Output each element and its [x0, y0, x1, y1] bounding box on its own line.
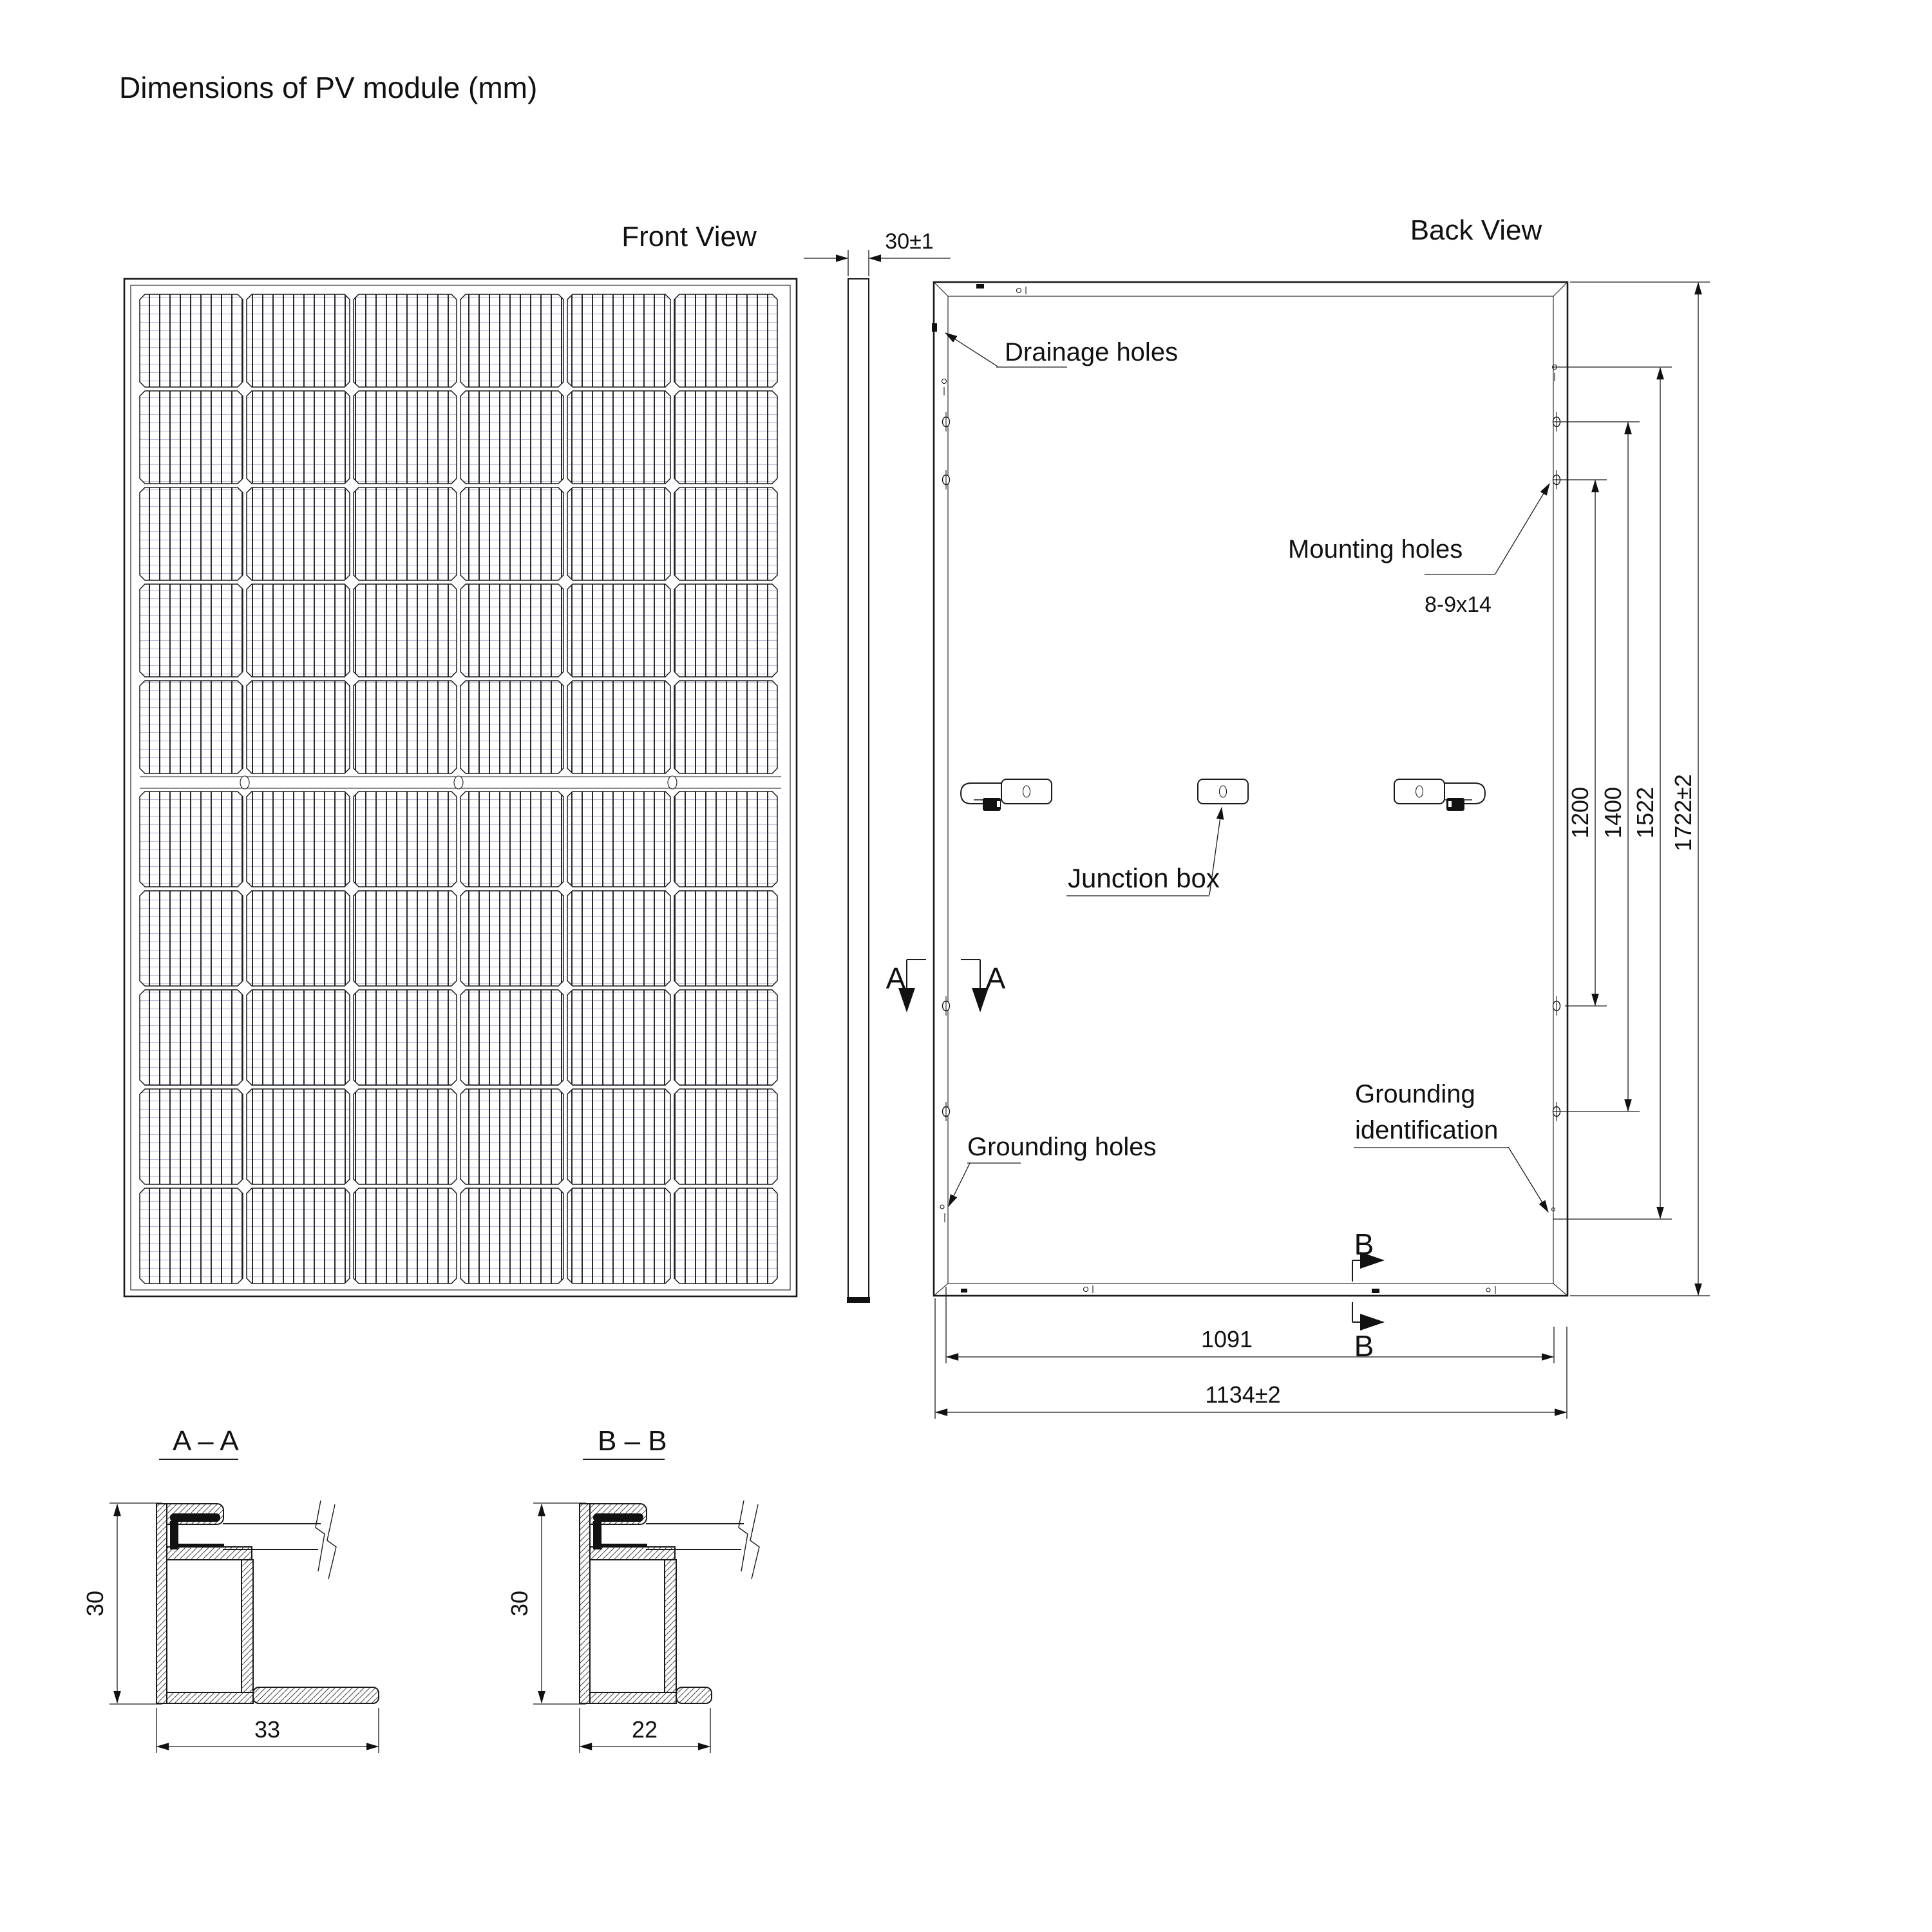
dim-1722: 1722±2 [1670, 774, 1696, 851]
solar-cell [247, 791, 350, 887]
solar-cell [460, 990, 564, 1085]
side-profile [848, 279, 869, 1300]
solar-cell [460, 488, 564, 580]
solar-cell [674, 791, 777, 887]
solar-cell [674, 681, 777, 773]
solar-cell [247, 1188, 350, 1283]
solar-cell [460, 1188, 564, 1283]
solar-cell [354, 990, 457, 1085]
dim-1400: 1400 [1600, 786, 1626, 839]
aa-height-dim: 30 [82, 1590, 108, 1617]
solar-cell [354, 584, 457, 677]
solar-cell [354, 294, 457, 387]
solar-cell [247, 294, 350, 387]
section-a-letter: A [886, 961, 906, 995]
solar-cell [567, 791, 670, 887]
solar-cell [247, 584, 350, 677]
solar-cell [140, 1188, 243, 1283]
solar-cell [247, 1089, 350, 1184]
solar-cell [354, 391, 457, 484]
solar-cell [567, 1188, 670, 1283]
section-b-letter: B [1354, 1227, 1374, 1261]
solar-cell [140, 584, 243, 677]
solar-cell [567, 1089, 670, 1184]
solar-cell [140, 681, 243, 773]
section-bb [506, 1425, 759, 1753]
solar-cell [674, 488, 777, 580]
junction-box-hole [1220, 786, 1227, 797]
drainage-holes-label: Drainage holes [1005, 338, 1179, 366]
solar-cell [140, 1089, 243, 1184]
solar-cell [247, 391, 350, 484]
horizontal-dimensions [935, 1287, 1567, 1419]
solar-cell [567, 584, 670, 677]
frame-slot-icon [1372, 1289, 1379, 1293]
solar-cell [354, 1089, 457, 1184]
bb-bottom-flange [676, 1687, 712, 1703]
solar-cell [674, 1089, 777, 1184]
side-width-value: 30±1 [885, 229, 934, 254]
side-profile-base [847, 1297, 870, 1303]
mounting-holes-spec: 8-9x14 [1425, 592, 1492, 617]
back-view [886, 282, 1710, 1419]
aa-break-line-2 [327, 1504, 336, 1579]
solar-cell [674, 584, 777, 677]
solar-cell [140, 990, 243, 1085]
solar-cell [460, 791, 564, 887]
connector-slot [997, 801, 1000, 807]
solar-cell [460, 1089, 564, 1184]
bb-gasket [593, 1513, 643, 1522]
bb-right-wall [665, 1560, 676, 1692]
solar-cell [567, 391, 670, 484]
aa-width-dim: 33 [254, 1716, 281, 1743]
dim-1522: 1522 [1632, 786, 1658, 839]
vertical-dimensions [1553, 282, 1710, 1296]
solar-cell [674, 1188, 777, 1283]
side-view [804, 229, 951, 1303]
front-view-label: Front View [621, 221, 757, 252]
solar-cell [460, 391, 564, 484]
section-b-letter: B [1354, 1329, 1374, 1363]
solar-cell [674, 891, 777, 986]
junction-box-hole [1023, 786, 1030, 797]
section-bb-label: B – B [598, 1425, 667, 1457]
bb-break-line-2 [750, 1504, 759, 1579]
aa-bottom-flange [253, 1687, 379, 1703]
solar-cell [674, 294, 777, 387]
dim-1091: 1091 [1200, 1326, 1253, 1352]
aa-gasket [170, 1513, 220, 1522]
solar-cell [354, 681, 457, 773]
aa-box-bottom [167, 1692, 253, 1703]
section-a-letter: A [985, 961, 1006, 995]
frame-slot-icon [961, 1289, 967, 1293]
solar-cell [674, 990, 777, 1085]
solar-cell [567, 990, 670, 1085]
drainage-hole-icon [932, 323, 937, 332]
back-view-label: Back View [1410, 214, 1542, 246]
solar-cell [567, 488, 670, 580]
bb-gasket-under [593, 1544, 647, 1548]
bb-left-wall [580, 1504, 590, 1703]
dim-1134: 1134±2 [1205, 1381, 1281, 1408]
divider-connector [240, 776, 249, 789]
divider-connector [668, 776, 677, 789]
aa-right-wall [242, 1560, 253, 1692]
bb-height-dim: 30 [506, 1590, 533, 1617]
section-aa-label: A – A [173, 1425, 239, 1457]
solar-cell [460, 584, 564, 677]
solar-cell [247, 891, 350, 986]
solar-cell [460, 294, 564, 387]
solar-cell [140, 791, 243, 887]
aa-left-wall [156, 1504, 167, 1703]
solar-cell [140, 391, 243, 484]
solar-cell [567, 681, 670, 773]
solar-cell [460, 681, 564, 773]
solar-cell [567, 891, 670, 986]
frame-slot-icon [976, 284, 984, 289]
page-title: Dimensions of PV module (mm) [119, 71, 538, 104]
section-aa [82, 1425, 379, 1753]
solar-cell [140, 294, 243, 387]
grounding-holes-label: Grounding holes [967, 1133, 1157, 1161]
mounting-holes-label: Mounting holes [1288, 535, 1463, 564]
connector-slot [1448, 801, 1452, 807]
aa-break-line [316, 1501, 325, 1571]
solar-cell [247, 681, 350, 773]
bb-box-bottom [590, 1692, 676, 1703]
solar-cell [567, 294, 670, 387]
solar-cell [247, 990, 350, 1085]
bb-break-line [739, 1501, 748, 1571]
solar-cell [247, 488, 350, 580]
bb-width-dim: 22 [631, 1716, 658, 1743]
grounding-id-label-1: Grounding [1355, 1080, 1475, 1108]
divider-connector [454, 776, 463, 789]
dim-1200: 1200 [1567, 786, 1593, 839]
junction-box-hole [1416, 786, 1423, 797]
front-view [124, 279, 797, 1296]
grounding-id-label-2: identification [1355, 1116, 1499, 1144]
solar-cell [140, 488, 243, 580]
side-width-dimension [804, 229, 951, 276]
junction-box-label: Junction box [1068, 863, 1220, 893]
solar-cell [354, 488, 457, 580]
solar-cell [140, 891, 243, 986]
aa-gasket-under [170, 1544, 224, 1548]
solar-cell [354, 891, 457, 986]
solar-cell [674, 391, 777, 484]
solar-cell [354, 791, 457, 887]
solar-cell [460, 891, 564, 986]
solar-cell [354, 1188, 457, 1283]
